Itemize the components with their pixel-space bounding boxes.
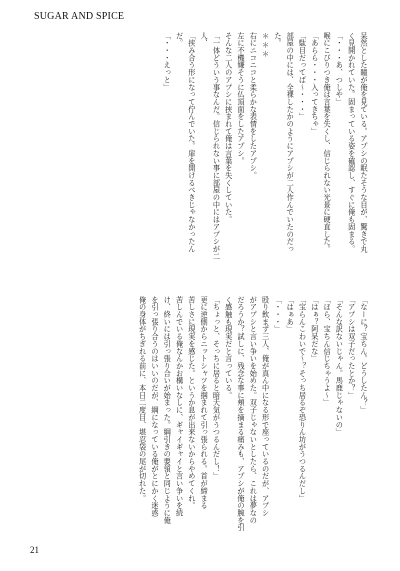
scene-break: ＊＊＊ — [261, 32, 271, 60]
text-line: 左に不機嫌そうに仏頂面をしたアプシ。 — [237, 32, 247, 165]
text-line: 「・・・」 — [273, 296, 283, 333]
text-line: 「挟み合う形になって佇んでいた。扉を開けるべきじゃなかったん — [187, 32, 197, 253]
text-line: 呆然とした瞳が俺を見ている。アプシの眠たそうな目が、驚きで丸 — [360, 32, 369, 253]
text-line: 「駄目だってば～・・・」 — [298, 32, 308, 121]
text-line: く見開かれていた。固まっている姿を確認し、すぐに俺も固まる。 — [347, 32, 357, 253]
text-line: 俺の身体がちぎれる前に、本日二度目、堪忍袋の尾が切れた。 — [138, 296, 148, 502]
running-head: SUGAR AND SPICE — [34, 11, 125, 22]
text-line: 「アプシは双子だったとか？」 — [347, 296, 357, 399]
upper-text-block — [30, 32, 370, 282]
text-line: 「そんな訳ないじゃん。馬鹿じゃないの」 — [335, 296, 345, 436]
text-line: 「・・・えっと」 — [163, 32, 173, 91]
text-line: た。 — [273, 32, 283, 47]
text-line: く感触も現実だと言っている。 — [224, 296, 234, 399]
text-line: 苦しさに現実を感じた。というか息が出来ないからやめてくれ。 — [187, 296, 197, 510]
text-line: だ。 — [175, 32, 185, 47]
text-line: だろうか？試しに、残念な事に頬を摘まる痛みも、アプシが俺の腕を引 — [237, 296, 247, 532]
text-line: 人、 — [200, 32, 210, 47]
text-line: 「ちょっと、そっちに居ると暗天気がうつるんだし！」 — [212, 296, 222, 480]
page-number: 21 — [30, 545, 39, 555]
lower-text-block — [70, 296, 370, 536]
text-line: 苦しんでいる俺なんかお構いなしに、ギャイギャイと言い争いを続 — [175, 296, 185, 517]
text-line: 部屋の中には、全裸したかのようにアプシが二人作んでいたのだっ — [286, 32, 296, 253]
text-line: 右にニコニコと柔らかな表情をしたアプシ。 — [249, 32, 259, 179]
text-line: 更に逆側からニットシャツを掴まれて引っ張られる。首が締まる — [200, 296, 210, 510]
text-line: そんな二人のアプシに挟まれて俺は言葉を失くしていた。 — [224, 32, 234, 224]
text-line: 喉にこびりつき俺は言葉を失くし、信じられない光景に硬直した。 — [323, 32, 333, 253]
text-line: 「宝らんこわいで～？そっち居るぞ恐りん坊がうつるんだし」 — [298, 296, 308, 502]
text-line: 「はぁ？阿呆だな」 — [310, 296, 320, 363]
text-line: 「ほら、宝ちん信じちゃうよ～」 — [323, 296, 333, 407]
text-line: 「一体どういう事なんだ。信じられない事に部屋の中にはアプシが二 — [212, 32, 222, 260]
text-line: け、終いには引っ張り合いが始まった。綱引きの要領と同じように俺 — [163, 296, 173, 524]
text-line: がアプシと言い争いを始めた。双子じゃないとしたら、これは夢なの — [249, 296, 259, 524]
text-line: 殴り飲まず三人、俺が真ん中になる形で座っているのだが、アプシ — [261, 296, 271, 517]
text-line: を引っ張り合うのはいいのだが、綱になっている俺がとにかく迷惑 — [150, 296, 160, 517]
text-line: 「なーに？宝ちん。どうしたん？」 — [360, 296, 369, 414]
text-line: 「あらら・・・入ってきちゃ」 — [310, 32, 320, 135]
text-line: 「はぁあ」 — [286, 296, 296, 333]
text-line: 「・・・あ、つしや」 — [335, 32, 345, 106]
